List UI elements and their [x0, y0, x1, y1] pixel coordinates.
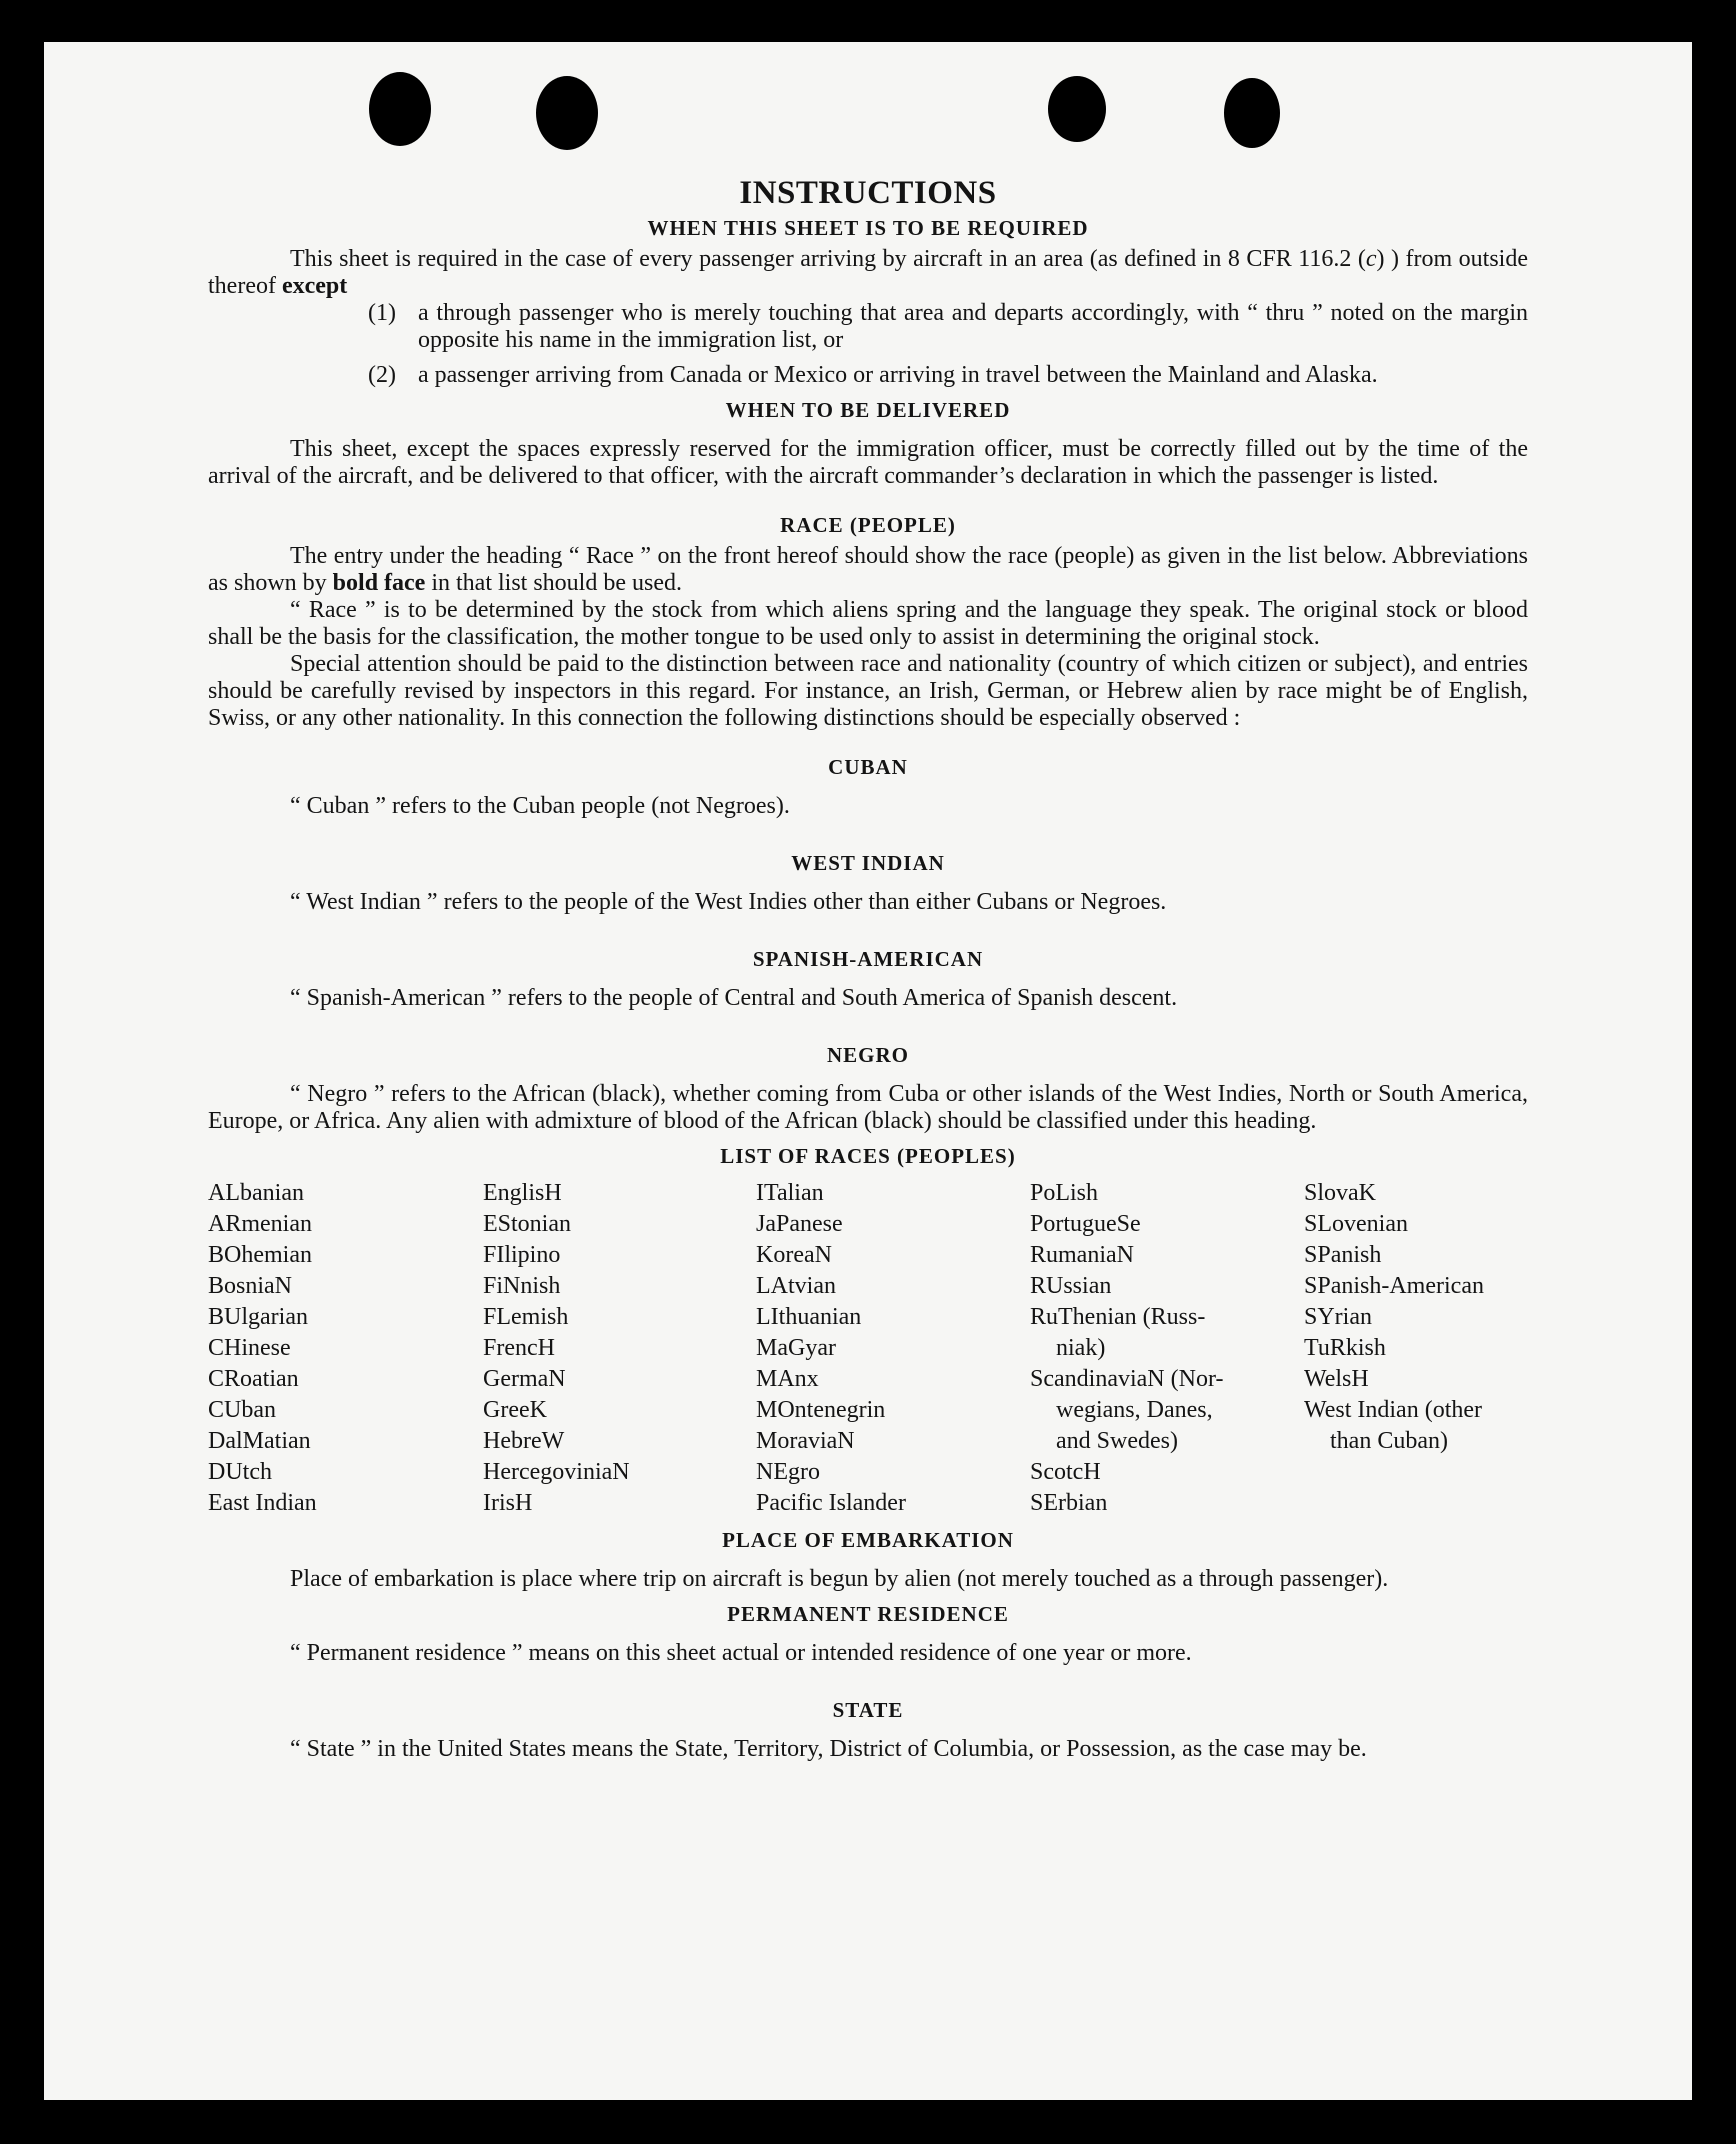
race-entry: FIlipino [483, 1242, 561, 1268]
race-entry: GreeK [483, 1397, 547, 1423]
race-entry: FrencH [483, 1335, 555, 1361]
races-column [208, 1178, 483, 1519]
race-entry: ITalian [756, 1180, 824, 1206]
race-entry: WelsH [1304, 1366, 1369, 1392]
race-entry: JaPanese [756, 1211, 843, 1237]
race-entry: CRoatian [208, 1366, 299, 1392]
section-heading-negro: NEGRO [826, 1043, 909, 1067]
punch-hole [369, 72, 431, 146]
race-entry: EStonian [483, 1211, 571, 1237]
spanish-american-paragraph: “ Spanish-American ” refers to the people of Central and South America of Spanish descent. [290, 985, 1178, 1011]
section-heading-residence: PERMANENT RESIDENCE [727, 1602, 1009, 1626]
race-entry: ScotcH [1030, 1459, 1101, 1485]
races-column [1304, 1178, 1528, 1519]
race-entry: MAnx [756, 1366, 819, 1392]
race-paragraph-text: The entry under the heading “ Race ” on the front hereof should show the race (people) as given in the list below. Abbreviations as shown by [208, 543, 1528, 596]
section-heading-cuban: CUBAN [828, 755, 908, 779]
section-heading-spanish-american: SPANISH-AMERICAN [752, 947, 984, 971]
section-heading-embarkation: PLACE OF EMBARKATION [722, 1528, 1014, 1552]
section-heading-west-indian: WEST INDIAN [791, 851, 945, 875]
list-item [368, 300, 1528, 354]
race-paragraph-bold: bold face [332, 570, 426, 596]
race-entry: MaGyar [756, 1335, 836, 1361]
delivered-paragraph: This sheet, except the spaces expressly reserved for the immigration officer, must be correctly filled out by the time of the arrival of the aircraft, and be delivered to that officer, with the aircraft commander’s declaration in which the passenger is listed. [208, 436, 1528, 489]
race-entry: EnglisH [483, 1180, 562, 1206]
required-intro [208, 246, 1528, 300]
race-entry: LIthuanian [756, 1304, 862, 1330]
list-item-text: a passenger arriving from Canada or Mexico or arriving in travel between the Mainland and Alaska. [418, 362, 1378, 388]
race-entry: BosniaN [208, 1273, 292, 1299]
race-entry: HercegoviniaN [483, 1459, 630, 1485]
races-column [1030, 1178, 1304, 1519]
section-heading-race: RACE (PEOPLE) [780, 513, 956, 537]
race-entry: KoreaN [756, 1242, 832, 1268]
race-entry: BUlgarian [208, 1304, 308, 1330]
list-item-number: (1) [368, 300, 396, 326]
race-entry: SlovaK [1304, 1180, 1376, 1206]
race-entry: CUban [208, 1397, 276, 1423]
race-entry: LAtvian [756, 1273, 836, 1299]
race-paragraph-1 [208, 543, 1528, 597]
cuban-paragraph: “ Cuban ” refers to the Cuban people (not Negroes). [290, 793, 790, 819]
list-item [368, 362, 1528, 389]
embarkation-paragraph: Place of embarkation is place where trip on aircraft is begun by alien (not merely touched as a through passenger). [290, 1566, 1389, 1592]
required-intro-text: ) ) from outside thereof [208, 246, 1528, 299]
race-entry: niak) [1056, 1335, 1106, 1361]
race-entry: Pacific Islander [756, 1490, 906, 1516]
race-entry: PortugueSe [1030, 1211, 1141, 1237]
race-entry: East Indian [208, 1490, 317, 1516]
race-entry: PoLish [1030, 1180, 1099, 1206]
race-entry: than Cuban) [1330, 1428, 1448, 1454]
race-entry: ALbanian [208, 1180, 304, 1206]
race-entry: West Indian (other [1304, 1397, 1483, 1423]
race-entry: HebreW [483, 1428, 565, 1454]
race-entry: BOhemian [208, 1242, 312, 1268]
state-paragraph: “ State ” in the United States means the State, Territory, District of Columbia, or Possession, as the case may be. [290, 1736, 1367, 1762]
page-title: INSTRUCTIONS [739, 175, 997, 211]
race-entry: MOntenegrin [756, 1397, 886, 1423]
race-entry: SLovenian [1304, 1211, 1408, 1237]
races-column [756, 1178, 1030, 1519]
race-entry: RUssian [1030, 1273, 1112, 1299]
race-entry: IrisH [483, 1490, 533, 1516]
race-paragraph-3: Special attention should be paid to the distinction between race and nationality (country of which citizen or subject), and entries should be carefully revised by inspectors in this regard. For instance, an Irish, German, or Hebrew alien by race might be of English, Swiss, or any other nationality. In this connection the following distinctions should be especially observed : [208, 651, 1528, 731]
race-entry: DUtch [208, 1459, 272, 1485]
list-item-text: a through passenger who is merely touching that area and departs accordingly, with “ thru ” noted on the margin opposite his name in the immigration list, or [418, 300, 1528, 353]
race-entry: DalMatian [208, 1428, 311, 1454]
race-entry: FiNnish [483, 1273, 561, 1299]
race-entry: NEgro [756, 1459, 820, 1485]
residence-paragraph: “ Permanent residence ” means on this sheet actual or intended residence of one year or more. [290, 1640, 1192, 1666]
race-entry: ScandinaviaN (Nor- [1030, 1366, 1224, 1392]
race-entry: wegians, Danes, [1056, 1397, 1213, 1423]
races-column [483, 1178, 756, 1519]
list-item-number: (2) [368, 362, 396, 388]
required-intro-text: This sheet is required in the case of every passenger arriving by aircraft in an area (as defined in 8 CFR 116.2 ( [290, 246, 1366, 272]
race-entry: MoraviaN [756, 1428, 855, 1454]
section-heading-races-list: LIST OF RACES (PEOPLES) [720, 1144, 1016, 1168]
race-entry: CHinese [208, 1335, 291, 1361]
race-entry: SPanish [1304, 1242, 1382, 1268]
section-heading-delivered: WHEN TO BE DELIVERED [725, 398, 1011, 422]
race-entry: SErbian [1030, 1490, 1108, 1516]
race-paragraph-2: “ Race ” is to be determined by the stock from which aliens spring and the language they speak. The original stock or blood shall be the basis for the classification, the mother tongue to be used only to assist in determining the original stock. [208, 597, 1528, 650]
race-entry: and Swedes) [1056, 1428, 1178, 1454]
race-entry: RuThenian (Russ- [1030, 1304, 1206, 1330]
race-entry: SYrian [1304, 1304, 1372, 1330]
instructions-content [208, 170, 1528, 1763]
section-heading-required: WHEN THIS SHEET IS TO BE REQUIRED [647, 216, 1089, 240]
required-intro-subsection: c [1365, 246, 1377, 272]
punch-hole [1224, 78, 1280, 148]
required-intro-except: except [281, 273, 348, 299]
race-entry: GermaN [483, 1366, 566, 1392]
section-heading-state: STATE [832, 1698, 904, 1722]
race-entry: TuRkish [1304, 1335, 1386, 1361]
race-entry: SPanish-American [1304, 1273, 1484, 1299]
punch-hole [1048, 76, 1106, 142]
race-entry: FLemish [483, 1304, 569, 1330]
west-indian-paragraph: “ West Indian ” refers to the people of the West Indies other than either Cubans or Negroes. [290, 889, 1167, 915]
race-entry: ARmenian [208, 1211, 312, 1237]
negro-paragraph: “ Negro ” refers to the African (black), whether coming from Cuba or other islands of the West Indies, North or South America, Europe, or Africa. Any alien with admixture of blood of the African (black) should be classified under this heading. [208, 1081, 1528, 1134]
punch-hole [536, 76, 598, 150]
race-entry: RumaniaN [1030, 1242, 1134, 1268]
race-paragraph-text: in that list should be used. [425, 570, 682, 596]
races-list [208, 1178, 1528, 1519]
